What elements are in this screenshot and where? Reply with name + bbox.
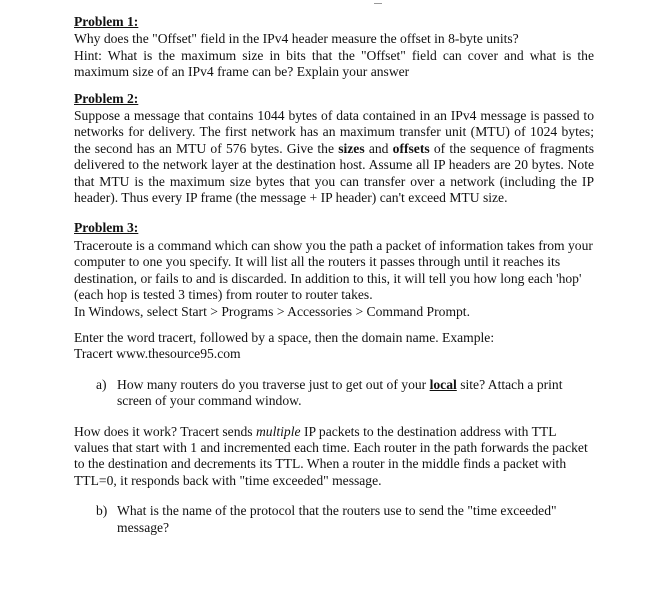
problem-3-title: Problem 3: [74,220,139,236]
problem-1-question: Why does the "Offset" field in the IPv4 header measure the offset in 8-byte units? [74,31,519,47]
question-a [96,377,594,410]
problem-3-how: How does it work? Tracert sends multiple IP packets to the destination address with TTL values that start with 1 and incremented each time. Each router in the path forwards the packet to the destination and decrements its TTL. When a router in the middle finds a packet with TTL=0, it responds back with "time exceeded" message. [74,423,588,488]
page-mark [374,0,382,4]
question-b [96,503,594,536]
problem-3-intro: Traceroute is a command which can show you the path a packet of information takes from your computer to one you specify. It will list all the routers it passes through until it reaches its destination, or fails to and is discarded. In addition to this, it will tell you how long each 'hop' (each hop is tested 3 times) from router to router takes. [74,237,593,303]
question-a-text: How many routers do you traverse just to get out of your local site? Attach a print screen of your command window. [117,376,563,409]
local-bold: local [429,376,457,392]
question-b-text: What is the name of the protocol that the routers use to send the "time exceeded" message? [117,503,557,535]
problem-3-enter: Enter the word tracert, followed by a space, then the domain name. Example: [74,329,495,345]
problem-3-windows: In Windows, select Start > Programs > Accessories > Command Prompt. [74,303,470,319]
question-a-label: a) [96,376,107,392]
problem-1-hint: Hint: What is the maximum size in bits that the "Offset" field can cover and what is the maximum size of an IPv4 frame can be? Explain your answer [74,47,594,80]
problem-2-title: Problem 2: [74,90,139,106]
offsets-bold: offsets [392,140,430,156]
problem-2-body: Suppose a message that contains 1044 bytes of data contained in an IPv4 message is passed to networks for delivery. The first network has an maximum transfer unit (MTU) of 1024 bytes; the second has an MTU of 576 bytes. Give the sizes and offsets of the sequence of fragments delivered to the network layer at the destination host. Assume all IP headers are 20 bytes. Note that MTU is the maximum size bytes that you can transfer over a network (including the IP header). Thus every IP frame (the message + IP header) can't exceed MTU size. [74,108,594,206]
sizes-bold: sizes [338,140,365,156]
question-b-label: b) [96,503,108,519]
problem-3-example: Tracert www.thesource95.com [74,346,241,362]
multiple-italic: multiple [255,423,301,439]
problem-1-title: Problem 1: [74,14,139,29]
document-page [74,14,594,536]
